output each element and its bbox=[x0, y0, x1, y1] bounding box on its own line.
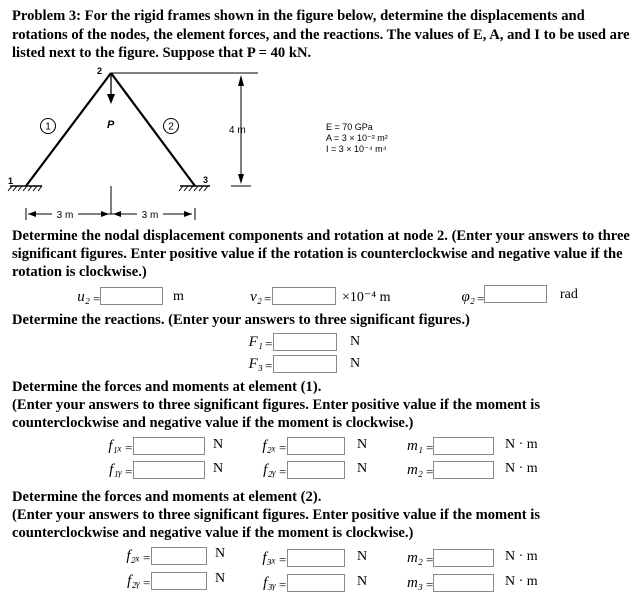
section2-heading: Determine the reactions. (Enter your answers to three significant figures.) bbox=[12, 312, 470, 328]
span-arrow-right bbox=[184, 211, 192, 217]
height-arrow-top bbox=[238, 75, 244, 86]
f3-input[interactable] bbox=[273, 355, 337, 373]
section3-heading: Determine the forces and moments at element (1). bbox=[12, 379, 322, 395]
node-1-label: 1 bbox=[8, 176, 14, 186]
node-3-label: 3 bbox=[203, 175, 209, 185]
el1-f1x-input[interactable] bbox=[133, 437, 205, 455]
element-2-label: 2 bbox=[168, 121, 174, 133]
span-arrow-left bbox=[28, 211, 36, 217]
el2-m3-input[interactable] bbox=[433, 574, 494, 592]
problem-title: Problem 3: For the rigid frames shown in the figure below, determine the displacements and rotations of the nodes, the element forces, and the reactions. The values of E, A, and I to be used are listed next to the figure. Suppose that P = 40 kN. bbox=[12, 8, 630, 61]
element-1-line bbox=[26, 73, 111, 186]
el1-f2x-input[interactable] bbox=[287, 437, 345, 455]
material-properties bbox=[326, 122, 388, 155]
el2-f3y-input[interactable] bbox=[287, 574, 345, 592]
element-2-line bbox=[111, 73, 195, 186]
span-arrow-mid-right bbox=[113, 211, 121, 217]
property-a: A = 3 × 10⁻² m² bbox=[326, 133, 388, 143]
el2-m2-input[interactable] bbox=[433, 549, 494, 567]
element-1-label: 1 bbox=[45, 121, 51, 133]
section3-note: (Enter your answers to three significant figures. Enter positive value if the moment is counterclockwise and negative value if the moment is clockwise.) bbox=[12, 397, 541, 431]
el2-f3x-input[interactable] bbox=[287, 549, 345, 567]
height-arrow-bottom bbox=[238, 174, 244, 184]
span-arrow-mid-left bbox=[101, 211, 109, 217]
height-label: 4 m bbox=[229, 125, 246, 136]
node-2-label: 2 bbox=[97, 66, 103, 76]
load-label: P bbox=[107, 119, 115, 131]
f1-input[interactable] bbox=[273, 333, 337, 351]
property-e: E = 70 GPa bbox=[326, 122, 373, 132]
el1-f1y-input[interactable] bbox=[133, 461, 205, 479]
u2-input[interactable] bbox=[100, 287, 163, 305]
load-arrowhead bbox=[107, 94, 115, 104]
v2-input[interactable] bbox=[272, 287, 336, 305]
phi2-input[interactable] bbox=[484, 285, 547, 303]
el2-f2y-input[interactable] bbox=[151, 572, 207, 590]
section1-heading: Determine the nodal displacement components and rotation at node 2. (Enter your answers to three significant figures. Enter positive value if the rotation is counterclockwise and negative value if the rotation is clockwise.) bbox=[12, 228, 630, 280]
el1-m2-input[interactable] bbox=[433, 461, 494, 479]
span-label-left: 3 m bbox=[56, 210, 74, 221]
section4-note: (Enter your answers to three significant figures. Enter positive value if the moment is counterclockwise and negative value if the moment is clockwise.) bbox=[12, 507, 541, 541]
el2-f2x-input[interactable] bbox=[151, 547, 207, 565]
section4-heading: Determine the forces and moments at element (2). bbox=[12, 489, 322, 505]
frame-figure bbox=[0, 62, 320, 224]
el1-f2y-input[interactable] bbox=[287, 461, 345, 479]
span-label-right: 3 m bbox=[141, 210, 159, 221]
el1-m1-input[interactable] bbox=[433, 437, 494, 455]
property-i: I = 3 × 10⁻⁴ m⁴ bbox=[326, 144, 387, 154]
